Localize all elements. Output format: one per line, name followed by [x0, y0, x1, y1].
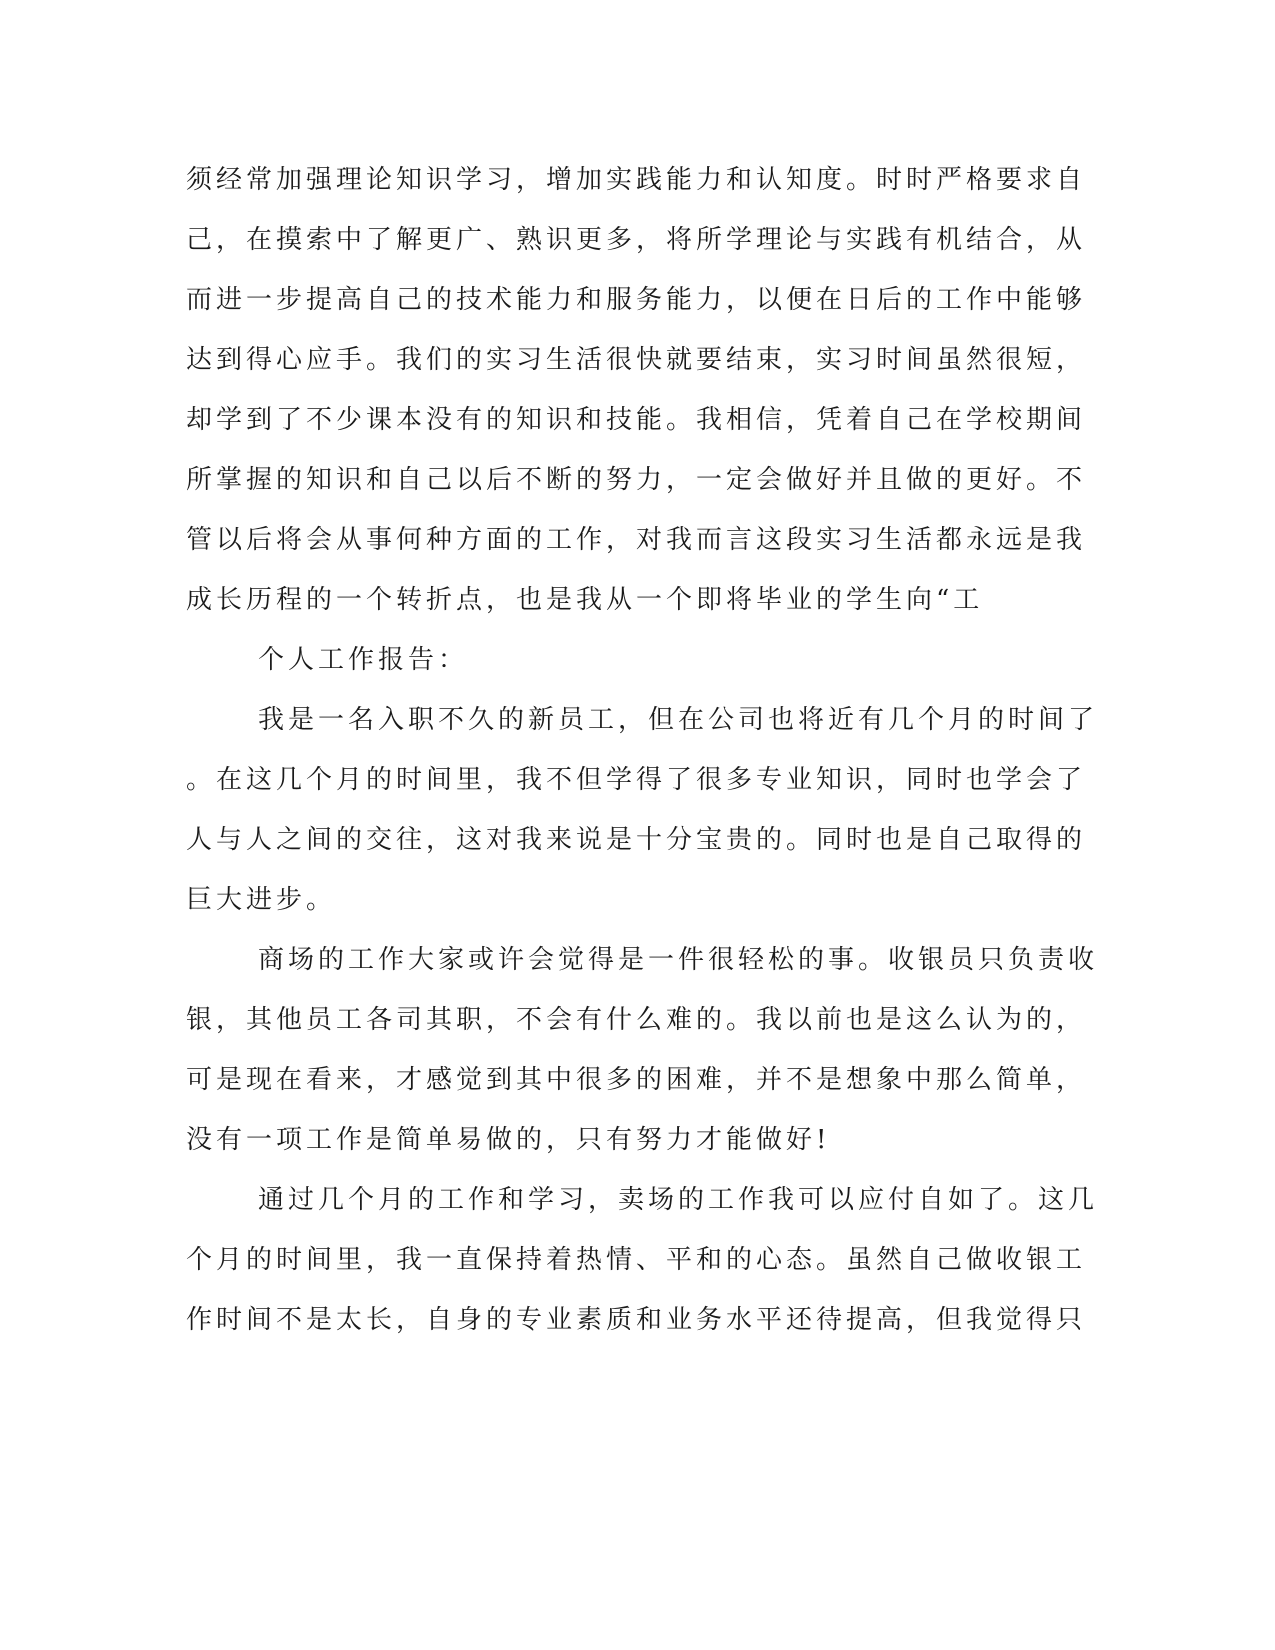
- section-heading: 个人工作报告：: [258, 645, 469, 675]
- text-line: 通过几个月的工作和学习，卖场的工作我可以应付自如了。这几: [258, 1185, 1099, 1215]
- text-line: 银，其他员工各司其职，不会有什么难的。我以前也是这么认为的，: [186, 1005, 1087, 1035]
- text-line: 而进一步提高自己的技术能力和服务能力，以便在日后的工作中能够: [186, 285, 1087, 315]
- text-line: 巨大进步。: [186, 885, 337, 915]
- text-line: 可是现在看来，才感觉到其中很多的困难，并不是想象中那么简单，: [186, 1065, 1087, 1095]
- document-body: [186, 150, 1099, 1350]
- text-line: 却学到了不少课本没有的知识和技能。我相信，凭着自己在学校期间: [186, 405, 1087, 435]
- text-line: 作时间不是太长，自身的专业素质和业务水平还待提高，但我觉得只: [186, 1305, 1087, 1335]
- text-line: 管以后将会从事何种方面的工作，对我而言这段实习生活都永远是我: [186, 525, 1087, 555]
- text-line: 人与人之间的交往，这对我来说是十分宝贵的。同时也是自己取得的: [186, 825, 1087, 855]
- text-line: 己，在摸索中了解更广、熟识更多，将所学理论与实践有机结合，从: [186, 225, 1087, 255]
- text-line: 。在这几个月的时间里，我不但学得了很多专业知识，同时也学会了: [186, 765, 1087, 795]
- text-line: 个月的时间里，我一直保持着热情、平和的心态。虽然自己做收银工: [186, 1245, 1087, 1275]
- text-line: 商场的工作大家或许会觉得是一件很轻松的事。收银员只负责收: [258, 945, 1099, 975]
- text-line: 所掌握的知识和自己以后不断的努力，一定会做好并且做的更好。不: [186, 465, 1087, 495]
- text-line: 我是一名入职不久的新员工，但在公司也将近有几个月的时间了: [258, 705, 1099, 735]
- text-line: 成长历程的一个转折点，也是我从一个即将毕业的学生向“工: [186, 585, 984, 615]
- text-line: 没有一项工作是简单易做的，只有努力才能做好!: [186, 1125, 831, 1155]
- text-line: 须经常加强理论知识学习，增加实践能力和认知度。时时严格要求自: [186, 165, 1087, 195]
- text-line: 达到得心应手。我们的实习生活很快就要结束，实习时间虽然很短，: [186, 345, 1087, 375]
